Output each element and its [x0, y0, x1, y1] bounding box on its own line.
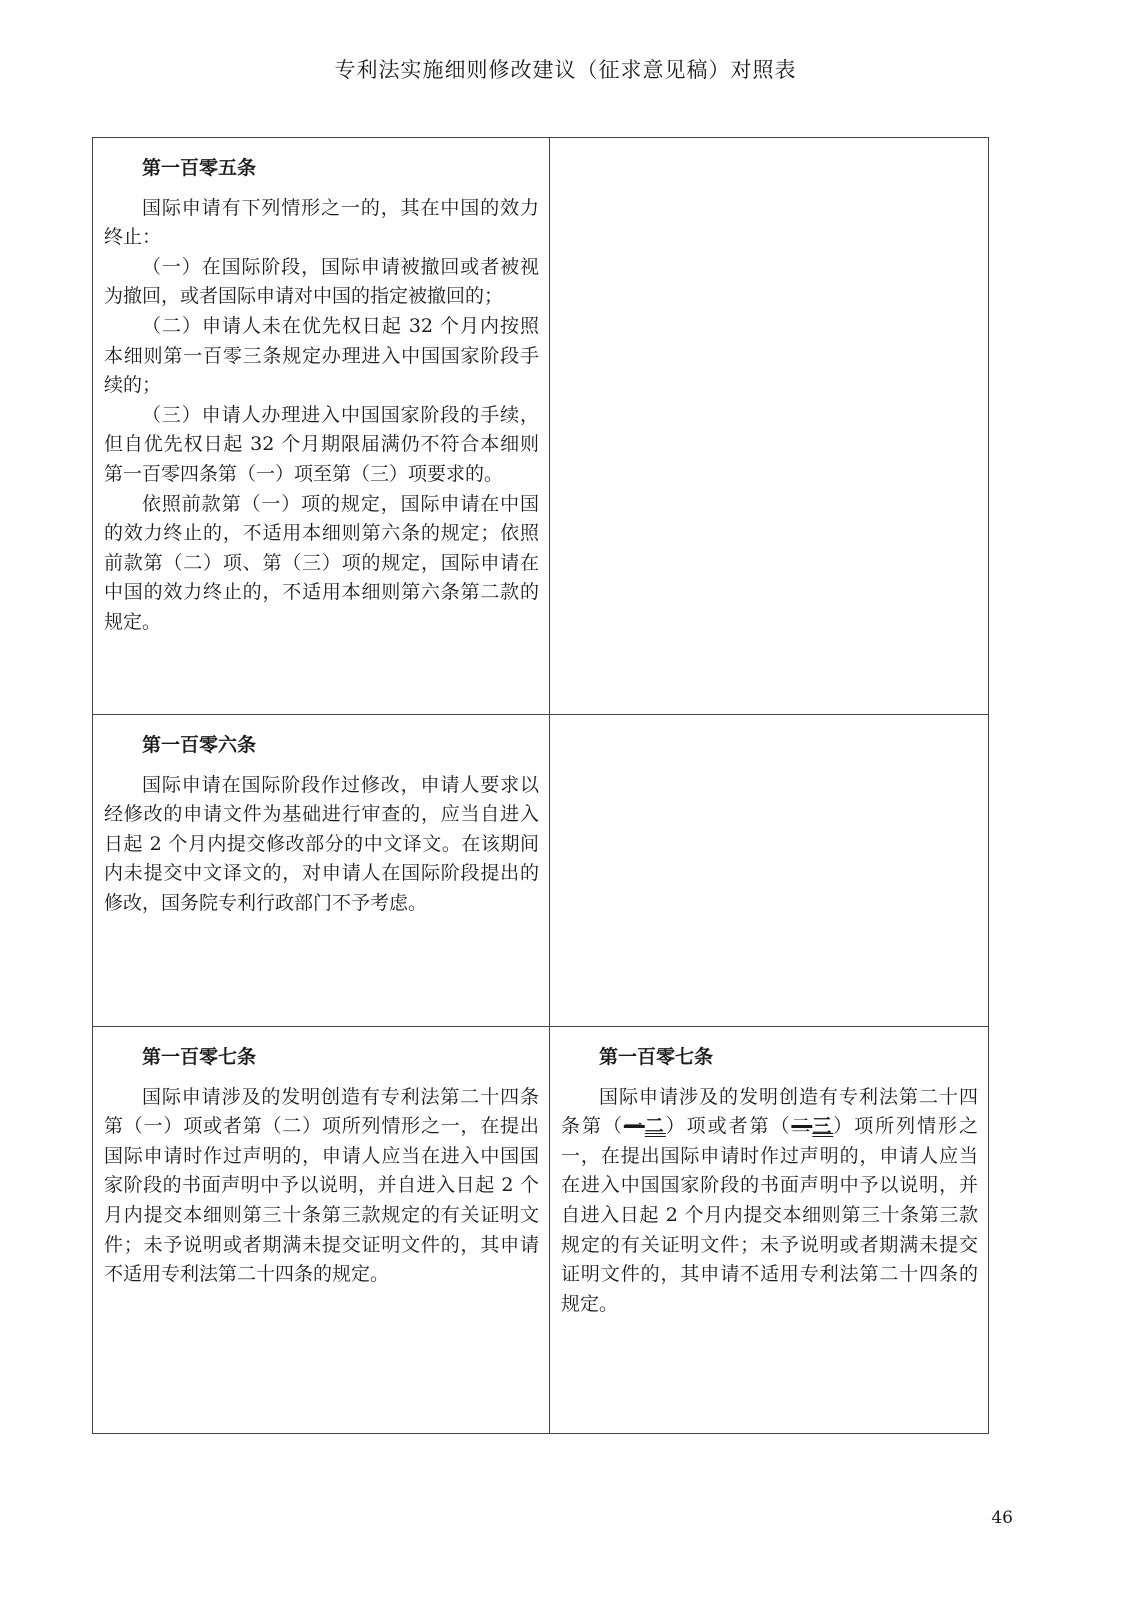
page-header: 专利法实施细则修改建议（征求意见稿）对照表 — [334, 58, 797, 82]
revised-text-cell — [550, 138, 989, 715]
revised-text-cell — [550, 715, 989, 1027]
text-segment: ）项所列情形之一，在提出国际申请时作过声明的，申请人应当在进入中国国家阶段的书面声明中予以说明，并自进入日起 2 个月内提交本细则第三十条第三款规定的有关证明文件；未予说明或者期满未提交证明文件的，其申请不适用专利法第二十四条的规定。 — [561, 1115, 978, 1315]
article-item: （三）申请人办理进入中国国家阶段的手续，但自优先权日起 32 个月期限届满仍不符合本细则第一百零四条第（一）项至第（三）项要求的。 — [104, 403, 539, 485]
article-title: 第一百零五条 — [142, 157, 257, 179]
table-row — [93, 715, 989, 1027]
article-paragraph: 国际申请在国际阶段作过修改，申请人要求以经修改的申请文件为基础进行审查的，应当自进入日起 2 个月内提交修改部分的中文译文。在该期间内未提交中文译文的，对申请人在国际阶段提出的修改，国务院专利行政部门不予考虑。 — [104, 773, 539, 914]
original-text-cell — [93, 1027, 550, 1434]
page-number: 46 — [991, 1508, 1013, 1528]
original-text-cell — [93, 715, 550, 1027]
deleted-text: 一 — [623, 1115, 645, 1138]
revised-paragraph — [561, 1083, 978, 1320]
deleted-text: 二 — [791, 1115, 813, 1138]
article-paragraph: 国际申请有下列情形之一的，其在中国的效力终止： — [104, 196, 539, 249]
comparison-table — [92, 137, 989, 1434]
table-row — [93, 138, 989, 715]
inserted-text: 二 — [644, 1115, 666, 1138]
revised-text-cell — [550, 1027, 989, 1434]
article-title: 第一百零六条 — [142, 734, 257, 756]
article-title: 第一百零七条 — [142, 1046, 257, 1068]
text-segment: ）项或者第（ — [665, 1115, 792, 1138]
article-item: （二）申请人未在优先权日起 32 个月内按照本细则第一百零三条规定办理进入中国国家阶段手续的； — [104, 314, 539, 397]
article-title: 第一百零七条 — [599, 1046, 714, 1068]
article-item: （一）在国际阶段，国际申请被撤回或者被视为撤回，或者国际申请对中国的指定被撤回的； — [104, 255, 539, 308]
original-text-cell — [93, 138, 550, 715]
table-row — [93, 1027, 989, 1434]
article-paragraph: 国际申请涉及的发明创造有专利法第二十四条第（一）项或者第（二）项所列情形之一，在提出国际申请时作过声明的，申请人应当在进入中国国家阶段的书面声明中予以说明，并自进入日起 2 个月内提交本细则第三十条第三款规定的有关证明文件；未予说明或者期满未提交证明文件的，其申请不适用专利法第二十四条的规定。 — [104, 1085, 539, 1286]
text-segment: 国际申请涉及的发明创造有专利法第二十四条第（ — [561, 1085, 978, 1138]
inserted-text: 三 — [812, 1115, 834, 1138]
article-paragraph: 依照前款第（一）项的规定，国际申请在中国的效力终止的，不适用本细则第六条的规定；依照前款第（二）项、第（三）项的规定，国际申请在中国的效力终止的，不适用本细则第六条第二款的规定。 — [104, 492, 539, 633]
